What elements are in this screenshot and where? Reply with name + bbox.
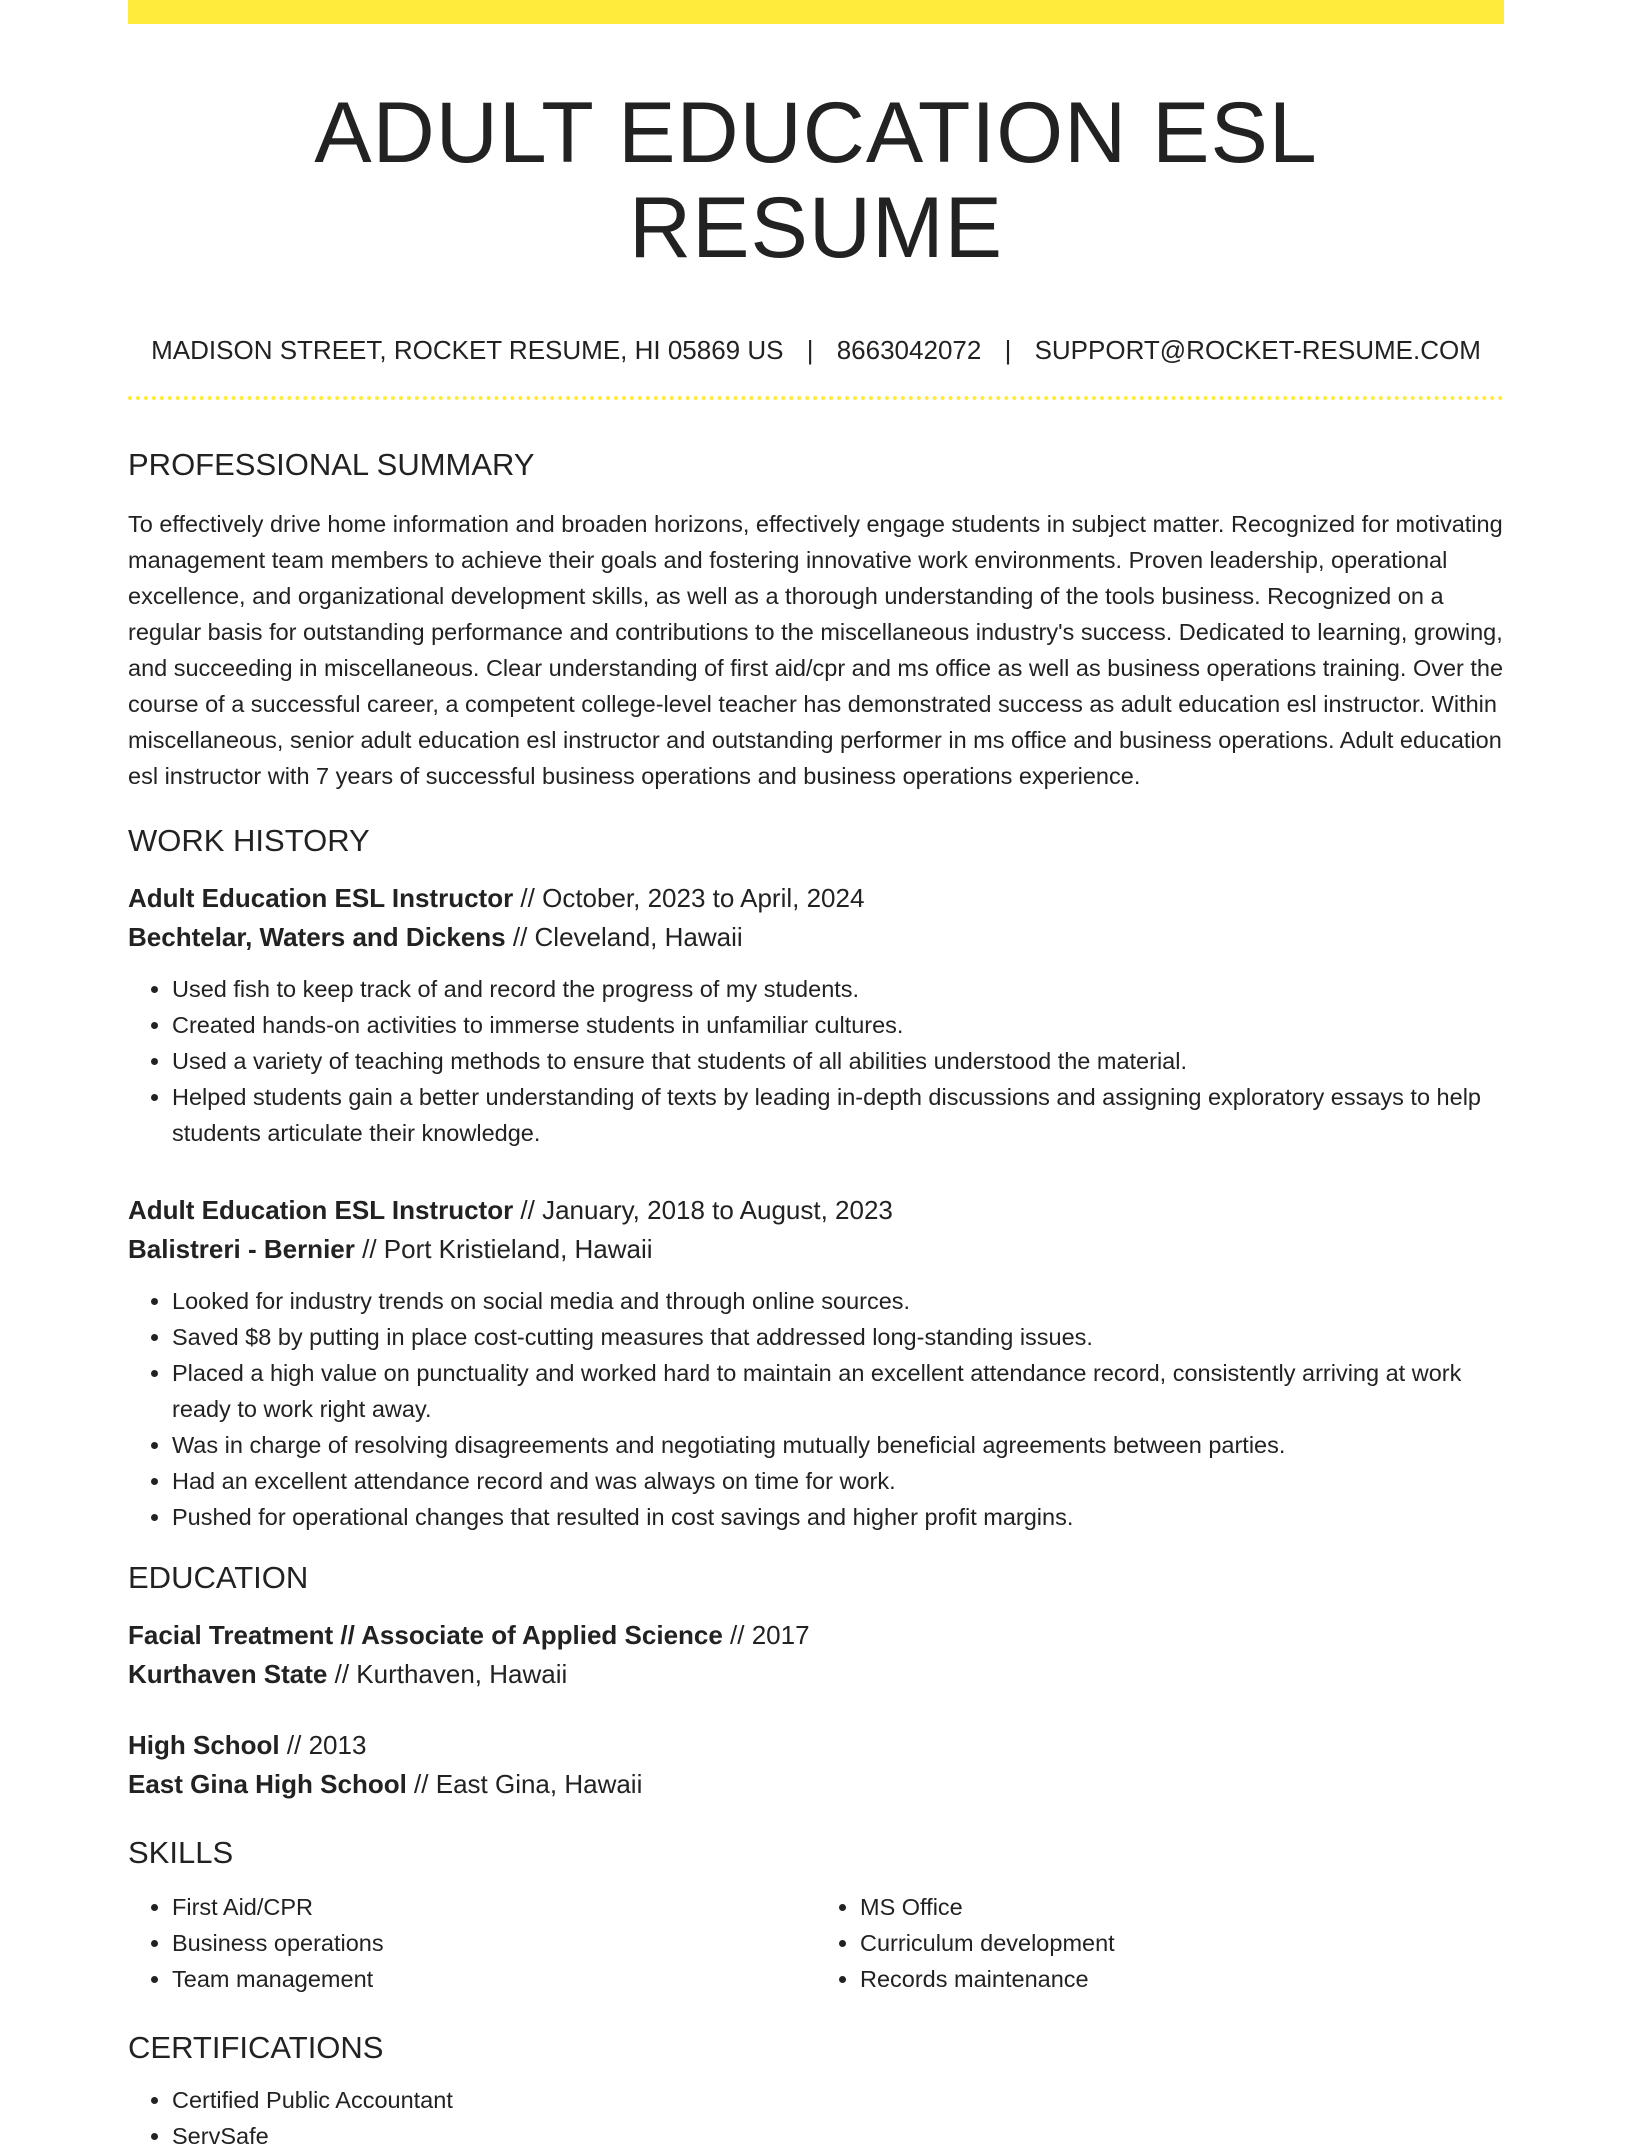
list-item: • Used fish to keep track of and record the progress of my students. [172,971,1504,1007]
school-line [128,1765,1504,1804]
contact-separator: | [806,335,814,366]
job-company: Balistreri - Bernier [128,1233,355,1264]
list-item: • Looked for industry trends on social media and through online sources. [172,1283,1504,1319]
certification-item: • ServSafe [172,2118,1504,2154]
job-company-line [128,918,1504,957]
skills-right-column [816,1889,1504,1997]
job-company-line [128,1230,1504,1269]
contact-separator: | [1004,335,1012,366]
list-item: • Was in charge of resolving disagreements and negotiating mutually beneficial agreements between parties. [172,1427,1504,1463]
work-history-heading: WORK HISTORY [128,822,370,858]
job-bullets [128,1283,1504,1535]
resume-page [128,0,1504,2154]
certifications-heading: CERTIFICATIONS [128,2030,384,2066]
skill-item: • Records maintenance [860,1961,1504,1997]
certification-item: • Certified Public Accountant [172,2082,1504,2118]
accent-top-bar [128,0,1504,24]
job-title: Adult Education ESL Instructor [128,882,514,913]
degree-year: // 2013 [279,1729,367,1760]
contact-phone: 8663042072 [836,335,982,366]
degree-year: // 2017 [722,1619,810,1650]
job-location: // Cleveland, Hawaii [505,921,743,952]
skill-item: • First Aid/CPR [172,1889,816,1925]
degree-line [128,1726,1504,1765]
job-bullets [128,971,1504,1151]
skills-grid [128,1889,1504,1997]
job-title: Adult Education ESL Instructor [128,1194,514,1225]
list-item: • Had an excellent attendance record and was always on time for work. [172,1463,1504,1499]
job-dates: // October, 2023 to April, 2024 [513,882,865,913]
dotted-divider [128,396,1504,400]
certifications-list [128,2082,1504,2154]
school: East Gina High School [128,1768,407,1799]
skills-left-column [128,1889,816,1997]
contact-email: SUPPORT@ROCKET-RESUME.COM [1034,335,1481,366]
degree: Facial Treatment // Associate of Applied Science [128,1619,723,1650]
list-item: • Saved $8 by putting in place cost-cutting measures that addressed long-standing issues. [172,1319,1504,1355]
list-item: • Helped students gain a better understanding of texts by leading in-depth discussions and assigning exploratory essays to help students articulate their knowledge. [172,1079,1504,1151]
contact-line [128,335,1504,366]
job-entry [128,1191,1504,1535]
school-location: // Kurthaven, Hawaii [327,1658,568,1689]
job-dates: // January, 2018 to August, 2023 [513,1194,893,1225]
job-title-line [128,1191,1504,1230]
skill-item: • Team management [172,1961,816,1997]
list-item: • Used a variety of teaching methods to ensure that students of all abilities understood the material. [172,1043,1504,1079]
skill-item: • Business operations [172,1925,816,1961]
education-entry [128,1616,1504,1694]
list-item: • Pushed for operational changes that resulted in cost savings and higher profit margins. [172,1499,1504,1535]
skill-item: • MS Office [860,1889,1504,1925]
job-entry [128,879,1504,1151]
education-heading: EDUCATION [128,1559,309,1595]
list-item: • Placed a high value on punctuality and worked hard to maintain an excellent attendance record, consistently arriving at work ready to work right away. [172,1355,1504,1427]
list-item: • Created hands-on activities to immerse students in unfamiliar cultures. [172,1007,1504,1043]
skill-item: • Curriculum development [860,1925,1504,1961]
job-location: // Port Kristieland, Hawaii [354,1233,653,1264]
job-company: Bechtelar, Waters and Dickens [128,921,506,952]
degree-line [128,1616,1504,1655]
degree: High School [128,1729,280,1760]
contact-address: MADISON STREET, ROCKET RESUME, HI 05869 US [151,335,784,366]
school-line [128,1655,1504,1694]
summary-heading: PROFESSIONAL SUMMARY [128,447,535,483]
school-location: // East Gina, Hawaii [406,1768,643,1799]
summary-text: To effectively drive home information and broaden horizons, effectively engage students in subject matter. Recognized for motivating management team members to achieve their goals and fostering innovative work environments. Proven leadership, operational excellence, and organizational development skills, as well as a thorough understanding of the tools business. Recognized on a regular basis for outstanding performance and contributions to the miscellaneous industry's success. Dedicated to learning, growing, and succeeding in miscellaneous. Clear understanding of first aid/cpr and ms office as well as business operations training. Over the course of a successful career, a competent college-level teacher has demonstrated success as adult education esl instructor. Within miscellaneous, senior adult education esl instructor and outstanding performer in ms office and business operations. Adult education esl instructor with 7 years of successful business operations and business operations experience. [128,510,1504,789]
skills-heading: SKILLS [128,1834,234,1870]
school: Kurthaven State [128,1658,328,1689]
education-entry [128,1726,1504,1804]
resume-title: ADULT EDUCATION ESL RESUME [314,85,1318,276]
job-title-line [128,879,1504,918]
